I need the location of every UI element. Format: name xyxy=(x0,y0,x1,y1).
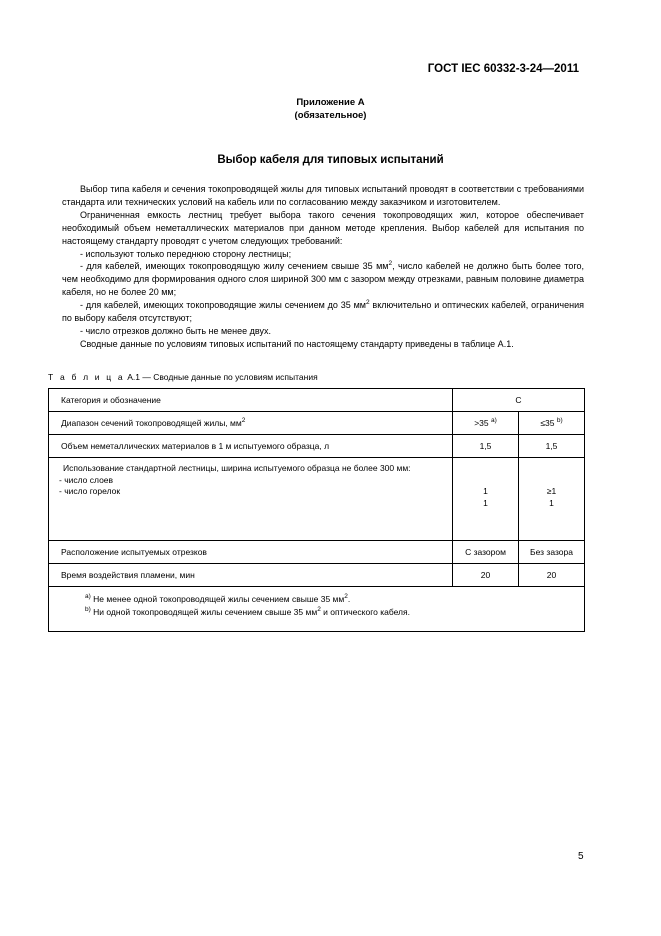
table-cell: Время воздействия пламени, мин xyxy=(49,564,453,587)
requirement-item: - число отрезков должно быть не менее двух. xyxy=(80,325,271,336)
table-cell: 20 xyxy=(453,564,519,587)
table-footnotes xyxy=(49,587,585,632)
table-row xyxy=(49,435,585,458)
table-cell: ≤35 $^{b)}$ xyxy=(519,412,585,435)
table-cell: С зазором xyxy=(453,541,519,564)
page-number: 5 xyxy=(578,851,584,862)
footnote-b: $^{b)}$ Ни одной токопроводящей жилы сечением свыше 35 $мм^2$ и оптического кабеля. xyxy=(85,606,410,617)
paragraph: Ограниченная емкость лестниц требует выбора такого сечения токопроводящих жил, которое обеспечивает необходимый объем неметаллических материалов при данном методе крепления. Выбор кабелей для испытания по настоящему стандарту проводят с учетом следующих требований: xyxy=(62,209,584,246)
table-cell: Категория и обозначение xyxy=(49,389,453,412)
table-cell: 1 1 xyxy=(453,458,519,541)
requirement-item: - для кабелей, имеющих токопроводящую жилу сечением свыше 35 $мм^2$, число кабелей не должно быть более того, чем необходимо для формирования одного слоя шириной 300 мм с зазором между отрезками, равным половине диаметра кабеля, но не более 20 мм; xyxy=(62,260,584,298)
table-cell: Расположение испытуемых отрезков xyxy=(49,541,453,564)
table-cell: Без зазора xyxy=(519,541,585,564)
table-cell: 20 xyxy=(519,564,585,587)
requirement-item: - используют только переднюю сторону лестницы; xyxy=(80,248,292,259)
standard-code: ГОСТ IEC 60332-3-24—2011 xyxy=(427,63,579,75)
table-row xyxy=(49,458,585,541)
section-title: Выбор кабеля для типовых испытаний xyxy=(217,154,444,166)
table-row xyxy=(49,564,585,587)
table-cell: Использование стандартной лестницы, ширина испытуемого образца не более 300 мм: - число слоев - число горелок xyxy=(49,458,453,541)
summary-table xyxy=(48,388,585,632)
paragraph: Сводные данные по условиям типовых испытаний по настоящему стандарту приведены в таблице А.1. xyxy=(80,338,514,349)
footnote-a: $^{a)}$ Не менее одной токопроводящей жилы сечением свыше 35 $мм^2$. xyxy=(85,593,351,604)
table-cell: Диапазон сечений токопроводящей жилы, $мм^2$ xyxy=(49,412,453,435)
table-cell: C xyxy=(453,389,585,412)
table-row xyxy=(49,541,585,564)
annex-subtitle: (обязательное) xyxy=(294,110,367,121)
paragraph: Выбор типа кабеля и сечения токопроводящей жилы для типовых испытаний проводят в соответствии с требованиями стандарта или технических условий на кабель или по согласованию между заказчиком и изготовителем. xyxy=(62,184,584,207)
table-cell: Объем неметаллических материалов в 1 м испытуемого образца, л xyxy=(49,435,453,458)
annex-title: Приложение А xyxy=(296,97,365,108)
table-row xyxy=(49,389,585,412)
table-cell: 1,5 xyxy=(453,435,519,458)
body-text xyxy=(62,183,584,351)
table-row xyxy=(49,412,585,435)
requirement-item: - для кабелей, имеющих токопроводящие жилы сечением до 35 $мм^2$ включительно и оптических кабелей, ограничения по выбору кабеля отсутствуют; xyxy=(62,299,584,324)
table-cell: ≥1 1 xyxy=(519,458,585,541)
table-cell: 1,5 xyxy=(519,435,585,458)
table-cell: >35 $^{a)}$ xyxy=(453,412,519,435)
table-caption: Т а б л и ц а А.1 — Сводные данные по условиям испытания xyxy=(48,372,318,382)
table-footnotes-row xyxy=(49,587,585,632)
